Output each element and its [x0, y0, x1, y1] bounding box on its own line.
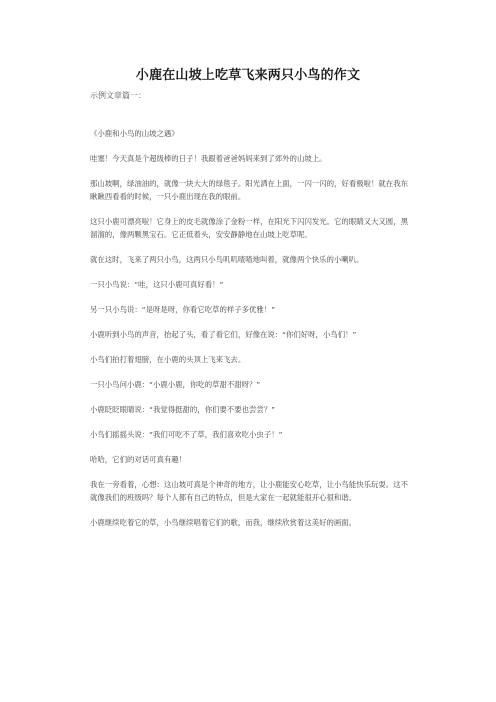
- paragraph: 小鸟们拍打着翅膀，在小鹿的头顶上飞来飞去。: [90, 355, 246, 364]
- paragraph: 一只小鸟说：“哇，这只小鹿可真好看！”: [90, 280, 224, 289]
- paragraph: 那山坡啊，绿油油的，就像一块大大的绿毯子。阳光洒在上面，一闪一闪的，好看极啦！就在我东瞅瞅西看看的时候，一只小鹿出现在我的眼前。: [90, 179, 408, 201]
- paragraph: 就在这时，飞来了两只小鸟，这两只小鸟叽叽喳喳地叫着，就像两个快乐的小喇叭。: [90, 255, 364, 264]
- paragraph: 小鸟们摇摇头说：“我们可吃不了草，我们喜欢吃小虫子！”: [90, 430, 283, 439]
- paragraph: 小鹿继续吃着它的草，小鸟继续唱着它们的歌，而我，继续欣赏着这美好的画面。: [90, 518, 357, 527]
- paragraph: 哇塞！今天真是个超级棒的日子！我跟着爸爸妈妈来到了郊外的山坡上。: [90, 154, 327, 163]
- paragraph: 一只小鸟问小鹿：“小鹿小鹿，你吃的草甜不甜呀？”: [90, 380, 261, 389]
- document-title: 小鹿在山坡上吃草飞来两只小鸟的作文: [135, 68, 361, 83]
- paragraph: 小鹿听到小鸟的声音，抬起了头，看了看它们，好像在说：“你们好呀，小鸟们！”: [90, 330, 357, 339]
- paragraph: 另一只小鸟说：“是呀是呀，你看它吃草的样子多优雅！”: [90, 305, 276, 314]
- document-subtitle: 示例文章篇一：: [90, 91, 146, 100]
- paragraph: 小鹿眨眨眼睛说：“我觉得挺甜的，你们要不要也尝尝？”: [90, 405, 276, 414]
- paragraph: 我在一旁看着，心想：这山坡可真是个神奇的地方，让小鹿能安心吃草，让小鸟能快乐玩耍。这不就像我们的班级吗？每个人都有自己的特点，但是大家在一起就能很开心很和谐。: [90, 480, 408, 502]
- document-body: [90, 127, 408, 541]
- paragraph: 这只小鹿可漂亮啦！它身上的皮毛就像涂了金粉一样，在阳光下闪闪发光。它的眼睛又大又圆，黑溜溜的，像两颗黑宝石。它正低着头，安安静静地在山坡上吃草呢。: [90, 217, 408, 239]
- essay-heading: 《小鹿和小鸟的山坡之遇》: [90, 129, 179, 138]
- paragraph: 哈哈，它们的对话可真有趣！: [90, 455, 187, 464]
